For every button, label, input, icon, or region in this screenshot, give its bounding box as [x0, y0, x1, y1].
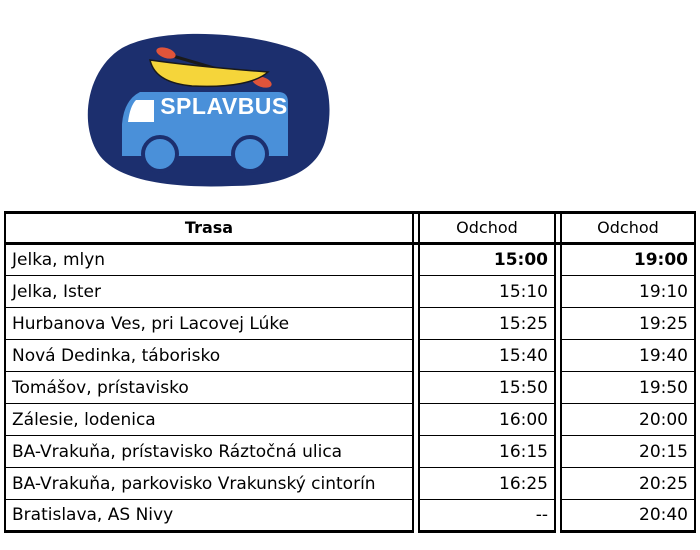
schedule-table [4, 211, 696, 533]
departure-time-2: 19:40 [561, 340, 695, 372]
departure-time-1: -- [419, 500, 555, 532]
departure-time-2: 19:10 [561, 276, 695, 308]
table-row [5, 436, 695, 468]
departure-time-1: 15:40 [419, 340, 555, 372]
departure-time-2: 19:00 [561, 244, 695, 276]
departure-time-2: 19:25 [561, 308, 695, 340]
stop-name: BA-Vrakuňa, prístavisko Ráztočná ulica [5, 436, 413, 468]
departure-time-1: 15:25 [419, 308, 555, 340]
stop-name: Jelka, mlyn [5, 244, 413, 276]
header-departure-1: Odchod [419, 213, 555, 244]
departure-time-1: 16:15 [419, 436, 555, 468]
table-row [5, 468, 695, 500]
splavbus-logo [82, 26, 332, 190]
table-row [5, 308, 695, 340]
stop-name: Jelka, Ister [5, 276, 413, 308]
table-row [5, 372, 695, 404]
departure-time-1: 16:25 [419, 468, 555, 500]
stop-name: Zálesie, lodenica [5, 404, 413, 436]
departure-time-2: 20:25 [561, 468, 695, 500]
departure-time-2: 20:00 [561, 404, 695, 436]
departure-time-2: 20:15 [561, 436, 695, 468]
table-row [5, 404, 695, 436]
stop-name: Hurbanova Ves, pri Lacovej Lúke [5, 308, 413, 340]
stop-name: Nová Dedinka, táborisko [5, 340, 413, 372]
departure-time-1: 15:50 [419, 372, 555, 404]
stop-name: BA-Vrakuňa, parkovisko Vrakunský cintorín [5, 468, 413, 500]
table-row [5, 500, 695, 532]
header-route: Trasa [5, 213, 413, 244]
table-row [5, 244, 695, 276]
departure-time-2: 19:50 [561, 372, 695, 404]
stop-name: Bratislava, AS Nivy [5, 500, 413, 532]
stop-name: Tomášov, prístavisko [5, 372, 413, 404]
header-departure-2: Odchod [561, 213, 695, 244]
table-body [5, 244, 695, 532]
logo-text: SPLAVBUS [160, 93, 288, 119]
departure-time-2: 20:40 [561, 500, 695, 532]
departure-time-1: 16:00 [419, 404, 555, 436]
departure-time-1: 15:00 [419, 244, 555, 276]
table-row [5, 276, 695, 308]
table-header-row [5, 213, 695, 244]
departure-time-1: 15:10 [419, 276, 555, 308]
table-row [5, 340, 695, 372]
